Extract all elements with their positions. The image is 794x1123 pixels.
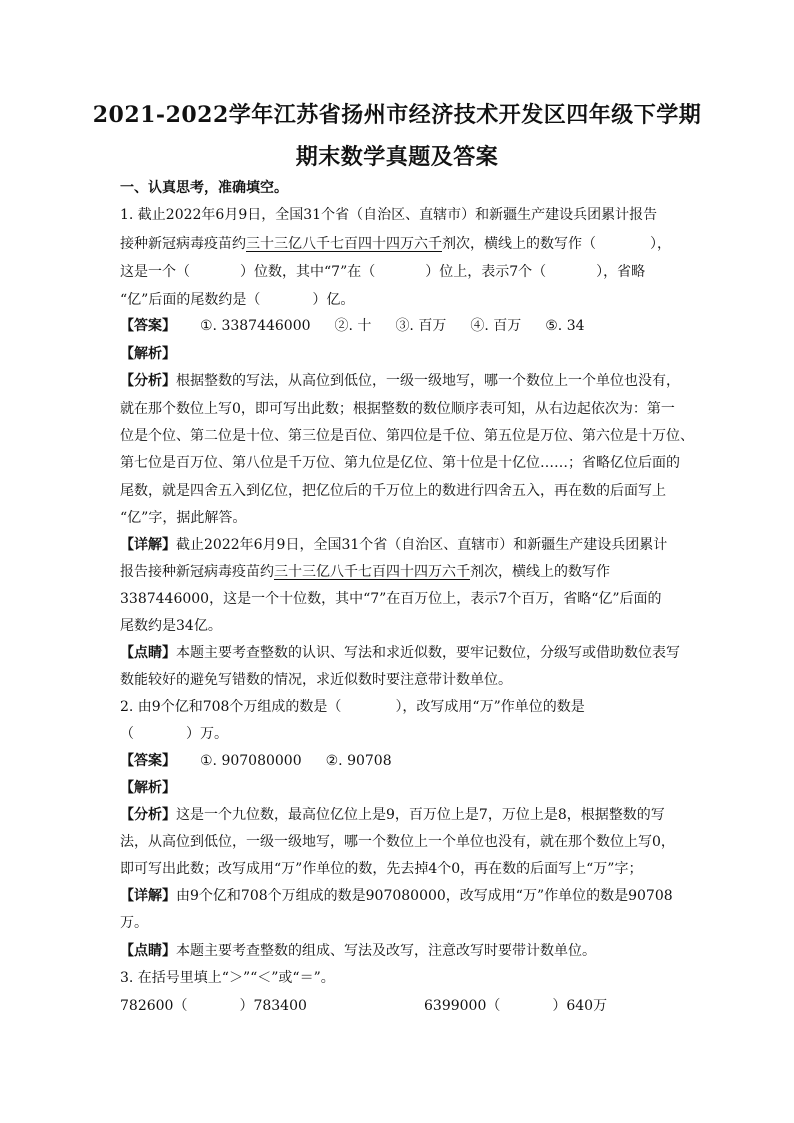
q3-text: ）783400 [239, 998, 307, 1014]
q1-review-line-1 [120, 643, 680, 663]
q1-text: 剂次，横线上的数写作（ [442, 236, 596, 252]
document-title-line-2: 期末数学真题及答案 [295, 144, 499, 170]
section-heading: 一、认真思考，准确填空。 [120, 180, 288, 196]
q1-analysis-line-5: 尾数，就是四舍五入到亿位，把亿位后的千万位上的数进行四舍五入，再在数的后面写上 [120, 483, 666, 499]
q2-analysis-line-1 [120, 805, 665, 825]
q2-text: ）万。 [186, 726, 228, 742]
q3-text: 6399000（ [424, 998, 501, 1014]
answer-label: 【答案】 [120, 318, 176, 334]
analysis-label: 【解析】 [120, 780, 176, 796]
q1-line-4 [120, 290, 354, 310]
q1-answer-line [120, 316, 609, 336]
review-label: 【点睛】 [120, 943, 176, 959]
q1-text: ），省略 [596, 264, 646, 280]
q2-line-1 [120, 697, 585, 717]
q1-text: 接种新冠病毒疫苗约 [120, 236, 246, 252]
q3-compare-left [120, 996, 307, 1016]
q1-review-line-2: 数能较好的避免写错数的情况，求近似数时要注意带计数单位。 [120, 672, 512, 688]
q1-detail-line-2 [120, 562, 610, 582]
q1-detail-line-1 [120, 535, 667, 555]
q1-text: “亿”后面的尾数约是（ [120, 292, 261, 308]
q2-text: ），改写成用“万”作单位的数是 [395, 699, 585, 715]
detail-text: 由9个亿和708个万组成的数是907080000，改写成用“万”作单位的数是90708 [176, 888, 673, 904]
answer-item: ①. 3387446000 [200, 318, 311, 334]
q3-text: 782600（ [120, 998, 188, 1014]
detail-text: 剂次，横线上的数写作 [470, 564, 610, 580]
q1-text: ）亿。 [312, 292, 355, 308]
detail-text: 报告接种新冠病毒疫苗约 [120, 564, 274, 580]
q3-compare-right [424, 996, 607, 1016]
q2-detail-line-2: 万。 [120, 915, 148, 931]
q1-text: 这是一个（ [120, 264, 190, 280]
q1-analysis-line-2: 就在那个数位上写0，即可写出此数；根据整数的数位顺序表可知，从右边起依次为：第一 [120, 401, 675, 417]
q2-review-line-1 [120, 941, 596, 961]
review-text: 本题主要考查整数的认识、写法和求近似数，要牢记数位，分级写或借助数位表写 [176, 645, 680, 661]
q2-text: 2. 由9个亿和708个万组成的数是（ [120, 699, 342, 715]
answer-label: 【答案】 [120, 753, 176, 769]
analysis-text: 根据整数的写法，从高位到低位，一级一级地写，哪一个数位上一个单位也没有， [176, 373, 680, 389]
q3-text: ）640万 [552, 998, 608, 1014]
q3-line-1: 3. 在括号里填上“＞”“＜”或“＝”。 [120, 970, 335, 986]
q1-underlined-number: 三十三亿八千七百四十四万六千 [246, 236, 442, 252]
fenxi-label: 【分析】 [120, 807, 176, 823]
q2-text: （ [120, 726, 134, 742]
answer-item: ②. 十 [334, 318, 372, 334]
q2-analysis-line-3: 即可写出此数；改写成用“万”作单位的数，先去掉4个0，再在数的后面写上“万”字； [120, 861, 643, 877]
answer-item: ③. 百万 [395, 318, 447, 334]
q1-text: ）， [650, 236, 671, 252]
q2-detail-line-1 [120, 886, 673, 906]
review-label: 【点睛】 [120, 645, 176, 661]
q1-line-3 [120, 262, 645, 282]
q1-analysis-line-3: 位是个位、第二位是十位、第三位是百位、第四位是千位、第五位是万位、第六位是十万位、 [120, 428, 694, 444]
document-title-line-1: 2021-2022学年江苏省扬州市经济技术开发区四年级下学期 [92, 102, 702, 128]
answer-item: ④. 百万 [470, 318, 522, 334]
detail-label: 【详解】 [120, 537, 176, 553]
analysis-text: 这是一个九位数，最高位亿位上是9，百万位上是7，万位上是8，根据整数的写 [176, 807, 665, 823]
q1-analysis-line-1 [120, 371, 680, 391]
detail-text: 截止2022年6月9日，全国31个省（自治区、直辖市）和新疆生产建设兵团累计 [176, 537, 668, 553]
detail-label: 【详解】 [120, 888, 176, 904]
fenxi-label: 【分析】 [120, 373, 176, 389]
q1-line-2 [120, 234, 671, 254]
detail-underlined-number: 三十三亿八千七百四十四万六千 [274, 564, 470, 580]
q1-analysis-line-6: “亿”字，据此解答。 [120, 510, 247, 526]
q1-line-1: 1. 截止2022年6月9日，全国31个省（自治区、直辖市）和新疆生产建设兵团累计报告 [120, 207, 658, 223]
q2-answer-line [120, 751, 416, 771]
q1-detail-line-3: 3387446000，这是一个十位数，其中“7”在百万位上，表示7个百万，省略“亿”后面的 [120, 591, 662, 607]
q2-line-2 [120, 724, 228, 744]
q2-analysis-line-2: 法，从高位到低位，一级一级地写，哪一个数位上一个单位也没有，就在那个数位上写0， [120, 834, 675, 850]
q1-text: ）位数，其中“7”在（ [240, 264, 376, 280]
q1-detail-line-4: 尾数约是34亿。 [120, 618, 222, 634]
q1-analysis-line-4: 第七位是百万位、第八位是千万位、第九位是亿位、第十位是十亿位……；省略亿位后面的 [120, 455, 680, 471]
answer-item: ②. 90708 [325, 753, 392, 769]
review-text: 本题主要考查整数的组成、写法及改写，注意改写时要带计数单位。 [176, 943, 596, 959]
analysis-label: 【解析】 [120, 346, 176, 362]
answer-item: ⑤. 34 [545, 318, 585, 334]
q1-text: ）位上，表示7个（ [425, 264, 547, 280]
answer-item: ①. 907080000 [200, 753, 302, 769]
